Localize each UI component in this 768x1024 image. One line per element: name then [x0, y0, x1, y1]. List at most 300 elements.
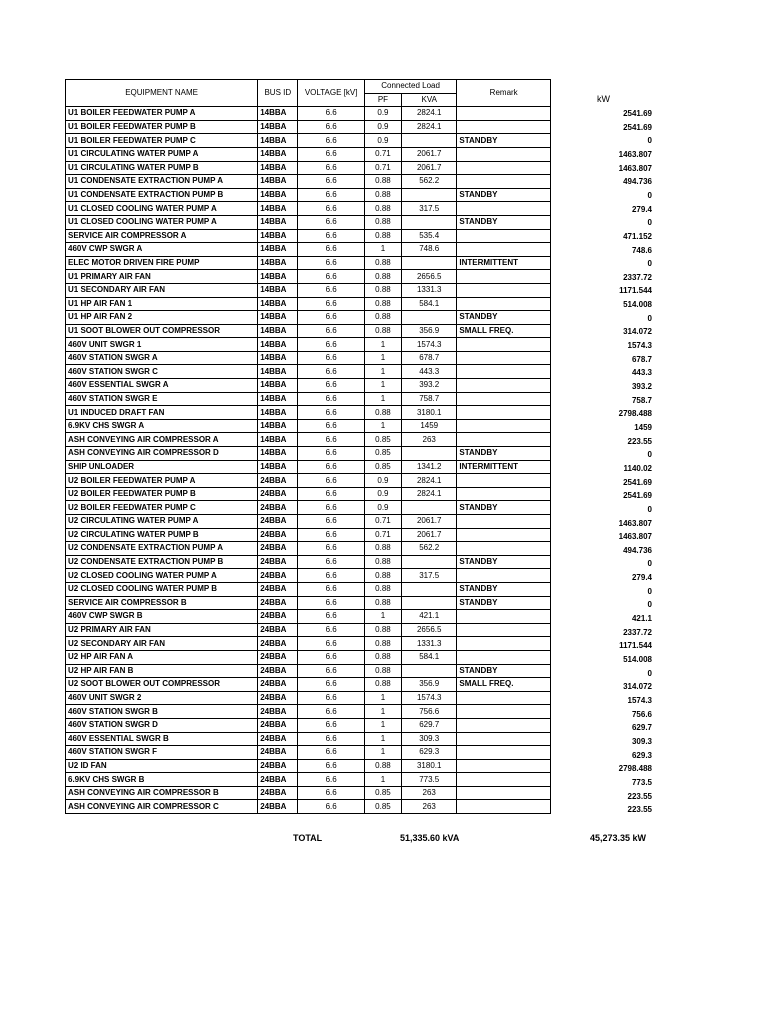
remark-cell: [457, 800, 551, 814]
voltage-cell: 6.6: [298, 732, 364, 746]
voltage-cell: 6.6: [298, 501, 364, 515]
voltage-cell: 6.6: [298, 487, 364, 501]
table-row: [66, 161, 551, 175]
equipment-name-cell: U2 CONDENSATE EXTRACTION PUMP A: [66, 542, 258, 556]
kw-value: 2798.488: [618, 764, 652, 774]
remark-cell: [457, 569, 551, 583]
table-row: [66, 610, 551, 624]
kw-value: 0: [647, 259, 652, 269]
equipment-name-cell: U1 HP AIR FAN 2: [66, 311, 258, 325]
table-row: [66, 147, 551, 161]
voltage-cell: 6.6: [298, 188, 364, 202]
bus-id-cell: 24BBA: [258, 487, 298, 501]
kva-cell: 584.1: [402, 297, 457, 311]
voltage-cell: 6.6: [298, 569, 364, 583]
kva-cell: 562.2: [402, 542, 457, 556]
bus-id-cell: 24BBA: [258, 474, 298, 488]
equipment-name-cell: U1 CLOSED COOLING WATER PUMP A: [66, 202, 258, 216]
remark-cell: [457, 419, 551, 433]
voltage-cell: 6.6: [298, 161, 364, 175]
kw-value: 1459: [634, 422, 652, 432]
pf-cell: 0.88: [364, 324, 401, 338]
equipment-name-cell: U1 INDUCED DRAFT FAN: [66, 406, 258, 420]
equipment-name-cell: U1 SOOT BLOWER OUT COMPRESSOR: [66, 324, 258, 338]
bus-id-cell: 14BBA: [258, 243, 298, 257]
voltage-cell: 6.6: [298, 664, 364, 678]
table-row: [66, 406, 551, 420]
table-row: [66, 419, 551, 433]
kva-cell: 421.1: [402, 610, 457, 624]
kva-cell: [402, 215, 457, 229]
kw-value: 1463.807: [618, 163, 652, 173]
kw-value: 629.3: [631, 750, 652, 760]
kw-value: 514.008: [623, 655, 652, 664]
kw-value: 773.5: [631, 777, 652, 787]
remark-cell: [457, 338, 551, 352]
voltage-cell: 6.6: [298, 650, 364, 664]
equipment-name-cell: U2 CLOSED COOLING WATER PUMP B: [66, 582, 258, 596]
equipment-name-cell: U1 CONDENSATE EXTRACTION PUMP B: [66, 188, 258, 202]
table-row: [66, 650, 551, 664]
kva-cell: [402, 447, 457, 461]
remark-cell: [457, 147, 551, 161]
remark-cell: STANDBY: [457, 134, 551, 148]
bus-id-cell: 14BBA: [258, 270, 298, 284]
table-row: [66, 759, 551, 773]
pf-cell: 0.71: [364, 528, 401, 542]
pf-cell: 0.85: [364, 786, 401, 800]
pf-cell: 0.9: [364, 120, 401, 134]
remark-cell: [457, 243, 551, 257]
kw-value: 279.4: [631, 573, 652, 583]
voltage-cell: 6.6: [298, 596, 364, 610]
kva-cell: 2061.7: [402, 147, 457, 161]
remark-cell: [457, 474, 551, 488]
equipment-name-cell: 6.9KV CHS SWGR B: [66, 773, 258, 787]
remark-cell: [457, 487, 551, 501]
remark-cell: [457, 297, 551, 311]
kva-cell: 629.3: [402, 746, 457, 760]
table-row: [66, 379, 551, 393]
pf-cell: 0.88: [364, 297, 401, 311]
equipment-name-cell: 460V STATION SWGR F: [66, 746, 258, 760]
kw-value: 678.7: [631, 354, 652, 364]
bus-id-cell: 14BBA: [258, 147, 298, 161]
table-row: [66, 202, 551, 216]
voltage-cell: 6.6: [298, 582, 364, 596]
connected-load-header: Connected Load: [364, 80, 457, 94]
pf-cell: 0.9: [364, 107, 401, 121]
kva-cell: 443.3: [402, 365, 457, 379]
remark-cell: [457, 623, 551, 637]
kva-cell: 584.1: [402, 650, 457, 664]
pf-cell: 1: [364, 351, 401, 365]
kw-value: 1574.3: [627, 695, 652, 705]
equipment-name-cell: 460V STATION SWGR D: [66, 718, 258, 732]
table-row: [66, 732, 551, 746]
pf-cell: 1: [364, 746, 401, 760]
bus-id-cell: 24BBA: [258, 650, 298, 664]
pf-cell: 1: [364, 338, 401, 352]
voltage-cell: 6.6: [298, 229, 364, 243]
remark-cell: [457, 379, 551, 393]
table-row: [66, 270, 551, 284]
voltage-cell: 6.6: [298, 678, 364, 692]
bus-id-cell: 24BBA: [258, 718, 298, 732]
kva-cell: 756.6: [402, 705, 457, 719]
kw-value: 758.7: [631, 395, 652, 405]
equipment-name-cell: SERVICE AIR COMPRESSOR B: [66, 596, 258, 610]
voltage-cell: 6.6: [298, 256, 364, 270]
voltage-cell: 6.6: [298, 718, 364, 732]
remark-cell: [457, 161, 551, 175]
voltage-cell: 6.6: [298, 147, 364, 161]
kw-value: 0: [647, 450, 652, 460]
equipment-name-cell: 460V ESSENTIAL SWGR A: [66, 379, 258, 393]
table-row: [66, 582, 551, 596]
bus-id-cell: 14BBA: [258, 365, 298, 379]
kw-value: 748.6: [631, 245, 652, 255]
table-row: [66, 243, 551, 257]
bus-id-cell: 24BBA: [258, 732, 298, 746]
bus-id-cell: 14BBA: [258, 392, 298, 406]
table-row: [66, 691, 551, 705]
table-row: [66, 705, 551, 719]
remark-cell: STANDBY: [457, 582, 551, 596]
table-row: [66, 637, 551, 651]
voltage-cell: 6.6: [298, 623, 364, 637]
kw-value: 0: [647, 504, 652, 514]
pf-cell: 0.9: [364, 474, 401, 488]
pf-cell: 0.88: [364, 202, 401, 216]
bus-id-cell: 24BBA: [258, 501, 298, 515]
voltage-cell: 6.6: [298, 800, 364, 814]
kva-cell: 1574.3: [402, 691, 457, 705]
equipment-name-cell: SERVICE AIR COMPRESSOR A: [66, 229, 258, 243]
kw-value: 0: [647, 559, 652, 569]
bus-id-cell: 24BBA: [258, 610, 298, 624]
remark-cell: [457, 610, 551, 624]
kva-cell: 2061.7: [402, 161, 457, 175]
bus-id-cell: 24BBA: [258, 569, 298, 583]
table-row: [66, 460, 551, 474]
kva-cell: 317.5: [402, 569, 457, 583]
remark-cell: [457, 786, 551, 800]
total-kva: 51,335.60 kVA: [400, 833, 460, 843]
kva-cell: 1574.3: [402, 338, 457, 352]
header-row-1: [66, 80, 551, 94]
equipment-name-cell: U2 SECONDARY AIR FAN: [66, 637, 258, 651]
equipment-name-cell: U1 SECONDARY AIR FAN: [66, 283, 258, 297]
voltage-cell: 6.6: [298, 392, 364, 406]
remark-cell: [457, 202, 551, 216]
remark-cell: [457, 392, 551, 406]
kva-cell: [402, 311, 457, 325]
equipment-name-cell: U2 CLOSED COOLING WATER PUMP A: [66, 569, 258, 583]
pf-cell: 0.88: [364, 283, 401, 297]
pf-cell: 1: [364, 732, 401, 746]
remark-cell: [457, 528, 551, 542]
pf-cell: 0.88: [364, 175, 401, 189]
bus-id-cell: 24BBA: [258, 582, 298, 596]
bus-id-cell: 24BBA: [258, 515, 298, 529]
bus-id-cell: 24BBA: [258, 691, 298, 705]
pf-cell: 0.88: [364, 623, 401, 637]
voltage-cell: 6.6: [298, 515, 364, 529]
equipment-name-cell: ASH CONVEYING AIR COMPRESSOR C: [66, 800, 258, 814]
equipment-name-cell: U1 CIRCULATING WATER PUMP A: [66, 147, 258, 161]
equipment-name-cell: ASH CONVEYING AIR COMPRESSOR D: [66, 447, 258, 461]
bus-id-cell: 14BBA: [258, 175, 298, 189]
bus-id-cell: 24BBA: [258, 746, 298, 760]
kw-value: 2337.72: [623, 627, 652, 637]
remark-cell: INTERMITTENT: [457, 256, 551, 270]
voltage-cell: 6.6: [298, 134, 364, 148]
equipment-name-cell: U2 HP AIR FAN A: [66, 650, 258, 664]
bus-id-cell: 14BBA: [258, 460, 298, 474]
pf-cell: 0.88: [364, 582, 401, 596]
bus-id-cell: 24BBA: [258, 800, 298, 814]
voltage-cell: 6.6: [298, 637, 364, 651]
kw-value: 0: [647, 136, 652, 146]
equipment-name-cell: ASH CONVEYING AIR COMPRESSOR A: [66, 433, 258, 447]
bus-id-cell: 24BBA: [258, 773, 298, 787]
kw-value: 0: [647, 190, 652, 200]
pf-cell: 0.85: [364, 433, 401, 447]
voltage-cell: 6.6: [298, 474, 364, 488]
bus-id-header: BUS ID: [258, 80, 298, 107]
kw-value: 0: [647, 600, 652, 610]
bus-id-cell: 14BBA: [258, 419, 298, 433]
kw-value: 2337.72: [623, 272, 652, 282]
remark-cell: STANDBY: [457, 215, 551, 229]
kva-cell: 263: [402, 800, 457, 814]
kw-value: 494.736: [623, 545, 652, 555]
bus-id-cell: 14BBA: [258, 161, 298, 175]
remark-cell: [457, 732, 551, 746]
equipment-name-cell: U2 CONDENSATE EXTRACTION PUMP B: [66, 555, 258, 569]
pf-cell: 1: [364, 718, 401, 732]
kva-cell: 678.7: [402, 351, 457, 365]
bus-id-cell: 14BBA: [258, 324, 298, 338]
equipment-name-cell: 460V CWP SWGR B: [66, 610, 258, 624]
voltage-cell: 6.6: [298, 338, 364, 352]
table-body: [66, 107, 551, 814]
table-row: [66, 555, 551, 569]
equipment-name-cell: 460V UNIT SWGR 2: [66, 691, 258, 705]
remark-cell: STANDBY: [457, 596, 551, 610]
voltage-cell: 6.6: [298, 379, 364, 393]
kva-cell: 2656.5: [402, 623, 457, 637]
voltage-cell: 6.6: [298, 107, 364, 121]
voltage-cell: 6.6: [298, 773, 364, 787]
equipment-name-cell: U1 PRIMARY AIR FAN: [66, 270, 258, 284]
pf-cell: 0.71: [364, 515, 401, 529]
kw-value: 421.1: [631, 614, 652, 624]
pf-cell: 1: [364, 705, 401, 719]
kw-value: 223.55: [627, 791, 652, 801]
bus-id-cell: 24BBA: [258, 705, 298, 719]
equipment-name-cell: 460V STATION SWGR A: [66, 351, 258, 365]
voltage-cell: 6.6: [298, 528, 364, 542]
equipment-name-cell: 460V UNIT SWGR 1: [66, 338, 258, 352]
voltage-cell: 6.6: [298, 705, 364, 719]
remark-cell: [457, 542, 551, 556]
pf-cell: 0.88: [364, 256, 401, 270]
voltage-cell: 6.6: [298, 215, 364, 229]
bus-id-cell: 14BBA: [258, 338, 298, 352]
kw-value: 309.3: [631, 736, 652, 746]
bus-id-cell: 24BBA: [258, 542, 298, 556]
pf-cell: 0.88: [364, 596, 401, 610]
table-row: [66, 474, 551, 488]
pf-cell: 0.88: [364, 188, 401, 202]
pf-cell: 1: [364, 365, 401, 379]
equipment-name-cell: U2 ID FAN: [66, 759, 258, 773]
kw-value: 2541.69: [623, 109, 652, 118]
kva-cell: 263: [402, 433, 457, 447]
voltage-header: VOLTAGE [kV]: [298, 80, 364, 107]
pf-cell: 0.85: [364, 447, 401, 461]
remark-cell: [457, 107, 551, 121]
table-row: [66, 433, 551, 447]
kva-cell: 2824.1: [402, 487, 457, 501]
equipment-name-cell: U1 BOILER FEEDWATER PUMP A: [66, 107, 258, 121]
bus-id-cell: 14BBA: [258, 283, 298, 297]
equipment-name-cell: U1 CLOSED COOLING WATER PUMP A: [66, 215, 258, 229]
remark-cell: [457, 705, 551, 719]
kva-cell: [402, 188, 457, 202]
kva-cell: [402, 501, 457, 515]
bus-id-cell: 14BBA: [258, 297, 298, 311]
kva-cell: [402, 256, 457, 270]
remark-header: Remark: [457, 80, 551, 107]
remark-cell: [457, 718, 551, 732]
total-kw: 45,273.35 kW: [590, 833, 647, 843]
table-row: [66, 487, 551, 501]
remark-cell: STANDBY: [457, 664, 551, 678]
bus-id-cell: 24BBA: [258, 528, 298, 542]
bus-id-cell: 24BBA: [258, 596, 298, 610]
pf-cell: 0.9: [364, 487, 401, 501]
equipment-name-cell: U1 BOILER FEEDWATER PUMP B: [66, 120, 258, 134]
voltage-cell: 6.6: [298, 460, 364, 474]
equipment-name-cell: 6.9KV CHS SWGR A: [66, 419, 258, 433]
table-row: [66, 107, 551, 121]
bus-id-cell: 14BBA: [258, 311, 298, 325]
table-row: [66, 596, 551, 610]
equipment-name-cell: U2 CIRCULATING WATER PUMP B: [66, 528, 258, 542]
kva-cell: 535.4: [402, 229, 457, 243]
remark-cell: STANDBY: [457, 447, 551, 461]
voltage-cell: 6.6: [298, 324, 364, 338]
table-row: [66, 324, 551, 338]
pf-cell: 0.85: [364, 800, 401, 814]
voltage-cell: 6.6: [298, 419, 364, 433]
table-row: [66, 678, 551, 692]
kw-value: 1574.3: [627, 341, 652, 351]
pf-cell: 0.9: [364, 134, 401, 148]
voltage-cell: 6.6: [298, 365, 364, 379]
kw-value: 2541.69: [623, 477, 652, 487]
equipment-name-cell: U1 HP AIR FAN 1: [66, 297, 258, 311]
pf-cell: 0.9: [364, 501, 401, 515]
bus-id-cell: 14BBA: [258, 120, 298, 134]
equipment-name-cell: U1 CIRCULATING WATER PUMP B: [66, 161, 258, 175]
bus-id-cell: 24BBA: [258, 678, 298, 692]
remark-cell: STANDBY: [457, 501, 551, 515]
table-row: [66, 528, 551, 542]
pf-cell: 1: [364, 392, 401, 406]
remark-cell: [457, 746, 551, 760]
voltage-cell: 6.6: [298, 542, 364, 556]
kw-value: 279.4: [631, 204, 652, 214]
kva-cell: 2061.7: [402, 515, 457, 529]
kva-cell: 2824.1: [402, 107, 457, 121]
pf-cell: 0.88: [364, 270, 401, 284]
table-row: [66, 256, 551, 270]
bus-id-cell: 24BBA: [258, 623, 298, 637]
table-row: [66, 773, 551, 787]
remark-cell: [457, 433, 551, 447]
remark-cell: [457, 691, 551, 705]
remark-cell: [457, 365, 551, 379]
kva-cell: 2656.5: [402, 270, 457, 284]
table-row: [66, 623, 551, 637]
pf-cell: 1: [364, 691, 401, 705]
kva-header: KVA: [402, 93, 457, 107]
kva-cell: 1331.3: [402, 283, 457, 297]
kva-cell: 309.3: [402, 732, 457, 746]
kw-value: 393.2: [631, 382, 652, 391]
kva-cell: 2824.1: [402, 120, 457, 134]
kw-value: 494.736: [623, 177, 652, 187]
bus-id-cell: 14BBA: [258, 188, 298, 202]
kva-cell: 393.2: [402, 379, 457, 393]
kw-value: 314.072: [623, 327, 652, 337]
equipment-name-cell: U2 SOOT BLOWER OUT COMPRESSOR: [66, 678, 258, 692]
bus-id-cell: 14BBA: [258, 379, 298, 393]
bus-id-cell: 14BBA: [258, 134, 298, 148]
equipment-name-cell: U2 PRIMARY AIR FAN: [66, 623, 258, 637]
kva-cell: 1341.2: [402, 460, 457, 474]
remark-cell: [457, 229, 551, 243]
remark-cell: [457, 351, 551, 365]
kw-value: 1140.02: [623, 463, 652, 473]
kva-cell: 629.7: [402, 718, 457, 732]
remark-cell: [457, 759, 551, 773]
voltage-cell: 6.6: [298, 243, 364, 257]
kw-value: 223.55: [627, 805, 652, 815]
remark-cell: [457, 283, 551, 297]
voltage-cell: 6.6: [298, 447, 364, 461]
kw-value: 0: [647, 586, 652, 596]
kw-value: 514.008: [623, 300, 652, 310]
table-row: [66, 664, 551, 678]
kva-cell: [402, 596, 457, 610]
kva-cell: [402, 664, 457, 678]
remark-cell: [457, 406, 551, 420]
table-row: [66, 311, 551, 325]
table-row: [66, 120, 551, 134]
voltage-cell: 6.6: [298, 297, 364, 311]
table-row: [66, 542, 551, 556]
table-row: [66, 746, 551, 760]
kva-cell: 1331.3: [402, 637, 457, 651]
bus-id-cell: 24BBA: [258, 786, 298, 800]
kva-cell: 3180.1: [402, 406, 457, 420]
bus-id-cell: 14BBA: [258, 256, 298, 270]
